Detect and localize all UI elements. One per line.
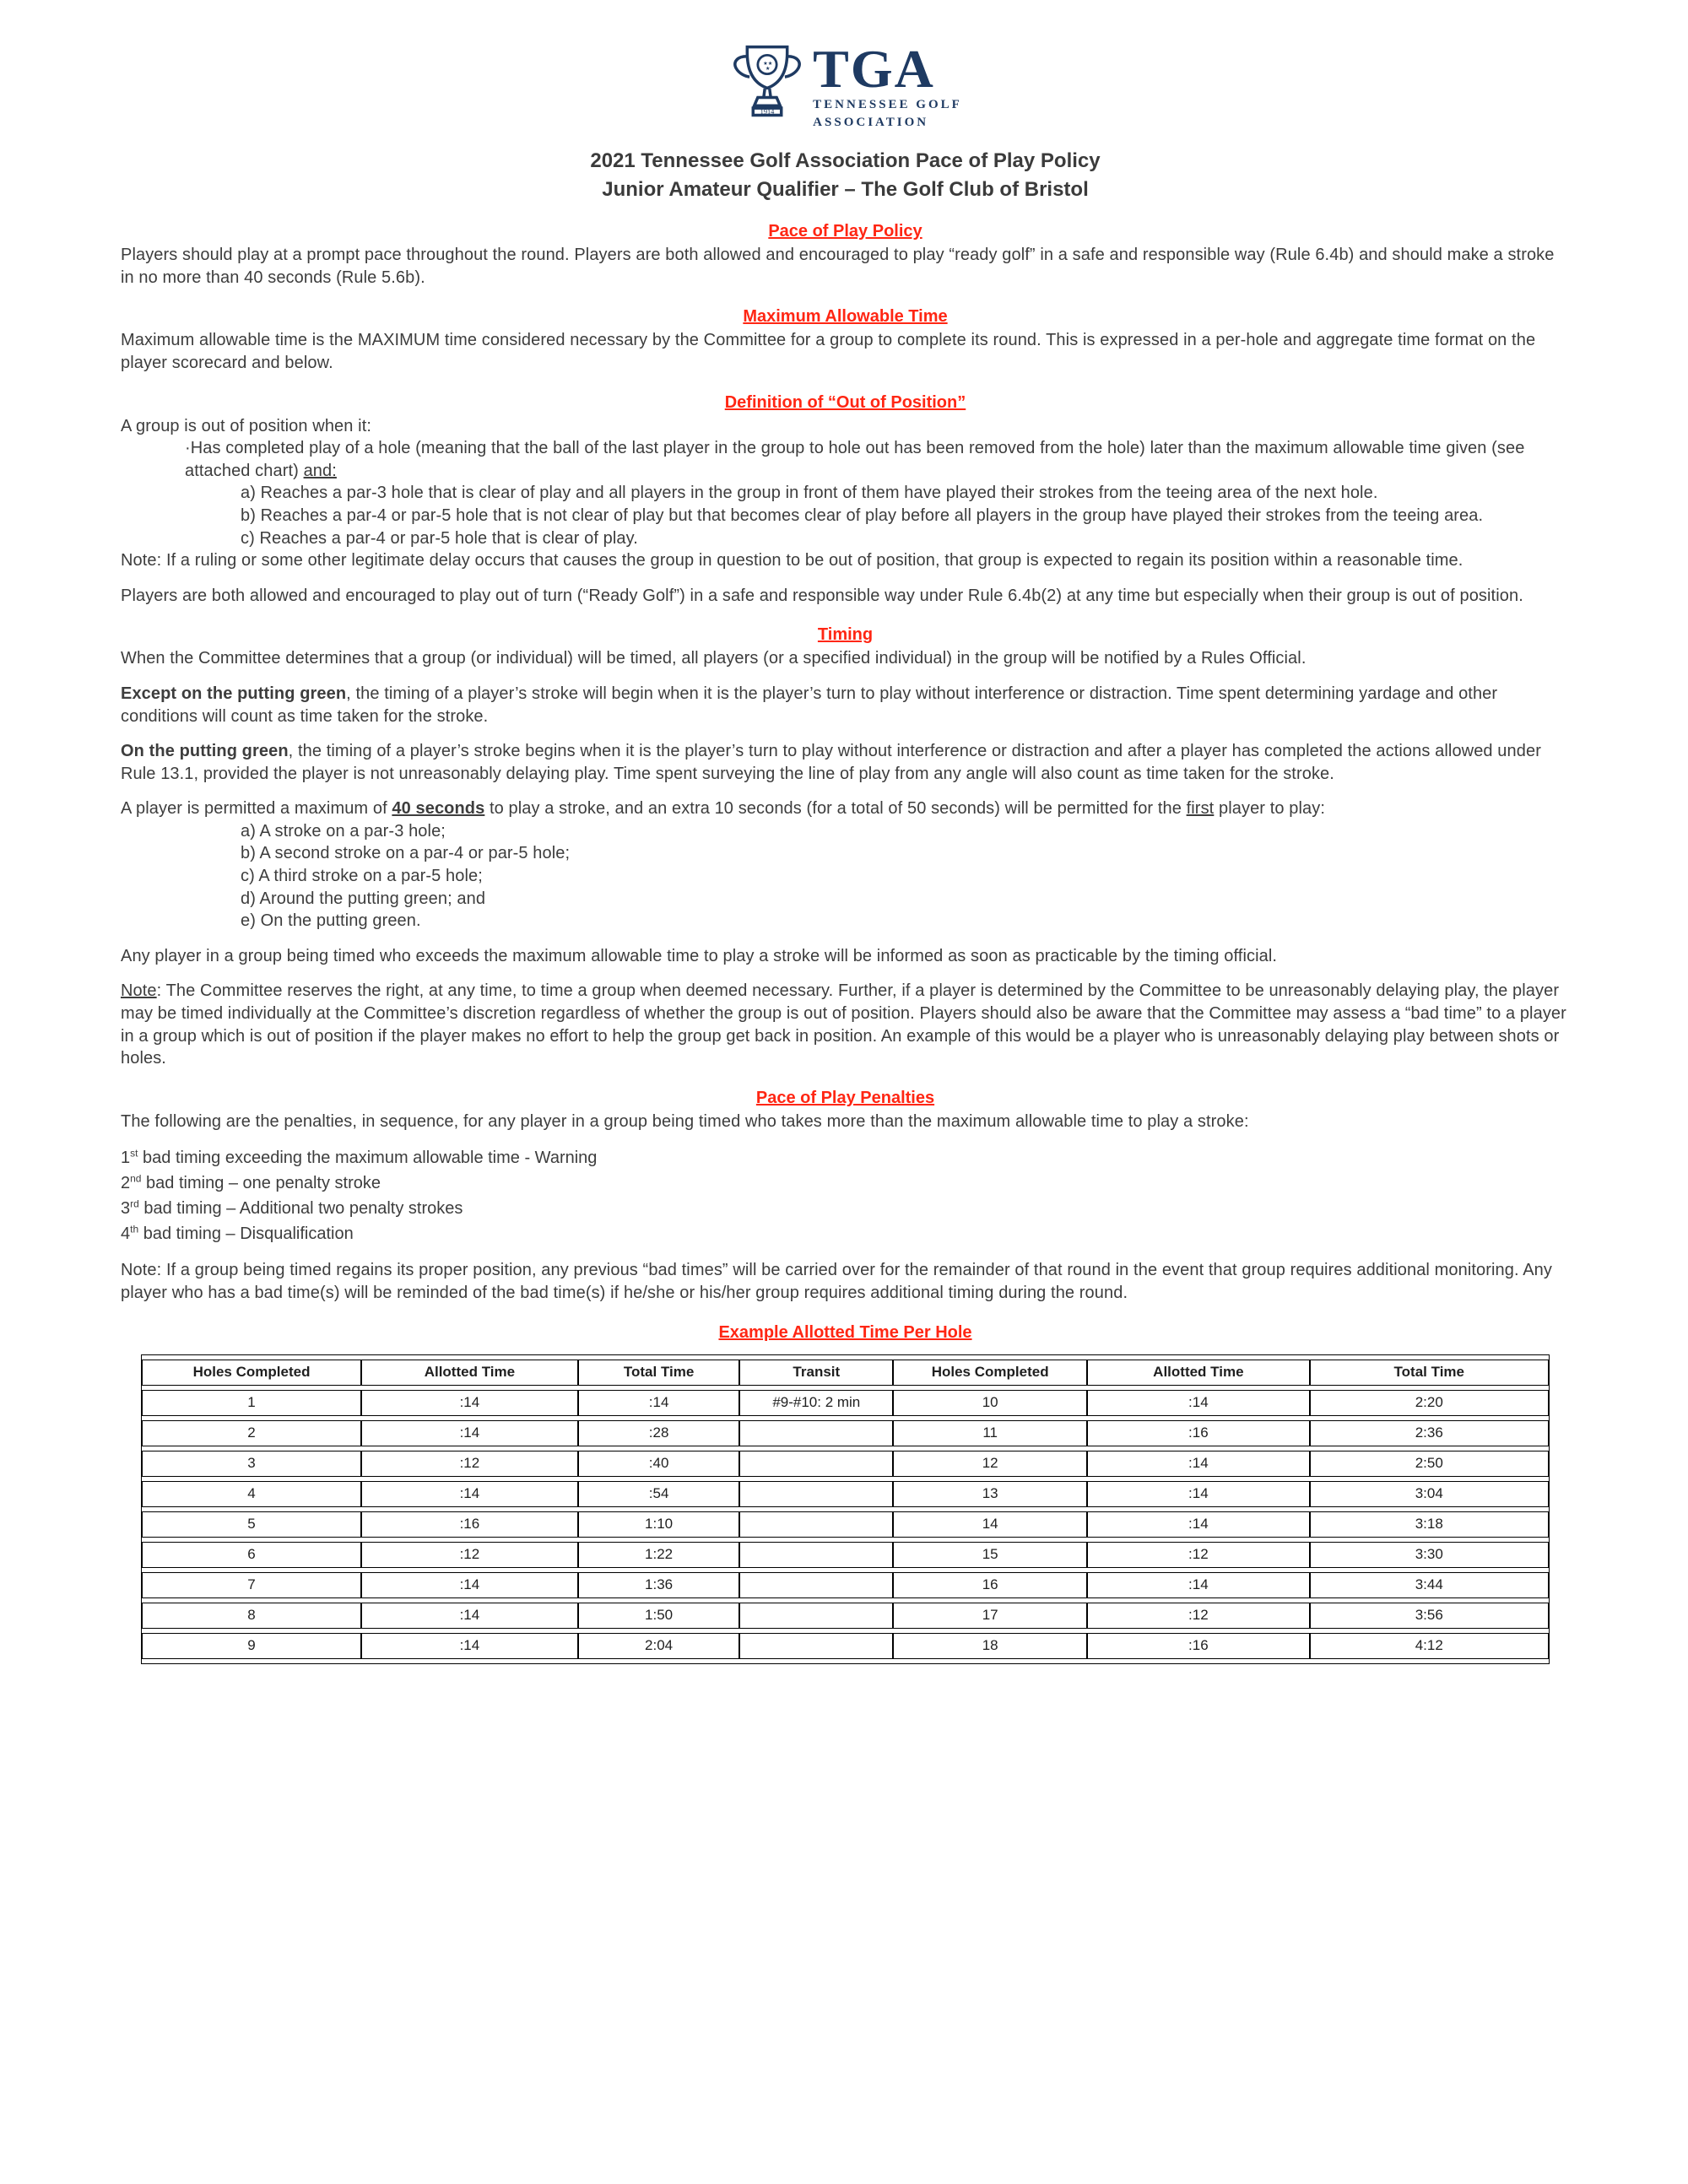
table-cell (739, 1572, 893, 1598)
heading-penalties: Pace of Play Penalties (755, 1088, 935, 1107)
ordinal-suffix: st (130, 1147, 138, 1160)
list-item: d) Around the putting green; and (241, 889, 486, 908)
table-cell: 10 (893, 1390, 1087, 1416)
penalty-item (121, 1221, 1570, 1246)
heading-out-of-position: Definition of “Out of Position” (724, 392, 966, 412)
table-cell: :12 (361, 1542, 578, 1568)
table-cell: :16 (1087, 1633, 1309, 1659)
section-example-table (121, 1323, 1570, 1664)
paragraph-penalties-intro: The following are the penalties, in sequence, for any player in a group being timed who takes more than the maximum allowable time to play a stroke: (121, 1111, 1249, 1131)
paragraph-max-time-body: Maximum allowable time is the MAXIMUM time considered necessary by the Committee for a group to complete its round. This is expressed in a per-hole and aggregate time format on the player scorecard and below. (121, 331, 1536, 372)
star-icon: ★ (766, 65, 771, 72)
text-run: bad timing – Disqualification (138, 1224, 354, 1244)
table-cell (739, 1511, 893, 1538)
text-run: 3 (121, 1199, 131, 1219)
text-run-underlined: and: (303, 461, 337, 480)
table-cell: :14 (361, 1633, 578, 1659)
table-row (142, 1420, 1549, 1446)
table-cell: 11 (893, 1420, 1087, 1446)
table-cell: :14 (1087, 1390, 1309, 1416)
table-cell: 3:44 (1310, 1572, 1549, 1598)
table-cell: 15 (893, 1542, 1087, 1568)
table-cell: 17 (893, 1603, 1087, 1629)
section-penalties (121, 1089, 1570, 1305)
allotted-time-table (141, 1354, 1550, 1664)
bold-underlined-text: 40 seconds (392, 799, 485, 819)
section-timing (121, 625, 1570, 1070)
table-cell: 2 (142, 1420, 361, 1446)
table-cell: 8 (142, 1603, 361, 1629)
table-cell: 12 (893, 1451, 1087, 1477)
paragraph-timing-p4 (121, 797, 1570, 820)
text-run: : The Committee reserves the right, at any time, to time a group when deemed necessary. Further, if a player is determined by the Committee to be unreasonably delaying play, the player may be timed individually at the Committee’s discretion regardless of whether the group is out of position. Players should also be aware that the Committee may assess a “bad time” to a player in a group which is out of position if the player makes no effort to help the group get back in position. An example of this would be a player who is unreasonably delaying play between shots or holes. (121, 981, 1566, 1068)
list-item: c) A third stroke on a par-5 hole; (241, 867, 483, 886)
table-cell: :16 (1087, 1420, 1309, 1446)
table-cell: :14 (1087, 1572, 1309, 1598)
table-cell: :14 (361, 1572, 578, 1598)
heading-pace-of-play-policy: Pace of Play Policy (768, 222, 922, 241)
table-cell: :40 (578, 1451, 740, 1477)
table-cell (739, 1481, 893, 1507)
table-row (142, 1511, 1549, 1538)
title-line2: Junior Amateur Qualifier – The Golf Club of Bristol (602, 177, 1089, 201)
ordinal-suffix: nd (130, 1172, 142, 1185)
table-cell: :12 (1087, 1542, 1309, 1568)
logo-org-line1: TENNESSEE GOLF (813, 98, 962, 112)
table-header: Holes Completed (142, 1360, 361, 1386)
penalty-item (121, 1145, 1570, 1170)
table-header: Total Time (578, 1360, 740, 1386)
text-run: A player is permitted a maximum of (121, 799, 392, 819)
table-cell: 6 (142, 1542, 361, 1568)
paragraph-timing-p1: When the Committee determines that a group (or individual) will be timed, all players (or a specified individual) in the group will be notified by a Rules Official. (121, 649, 1307, 668)
tga-logo-inner (728, 37, 962, 137)
text-run: to play a stroke, and an extra 10 seconds (for a total of 50 seconds) will be permitted for the (484, 799, 1187, 819)
ordinal-suffix: rd (130, 1197, 139, 1210)
table-header: Allotted Time (1087, 1360, 1309, 1386)
table-cell: :14 (578, 1390, 740, 1416)
table-cell: 13 (893, 1481, 1087, 1507)
table-cell: #9-#10: 2 min (739, 1390, 893, 1416)
list-item: a) A stroke on a par-3 hole; (241, 821, 446, 841)
table-header-row (142, 1360, 1549, 1386)
table-cell (739, 1420, 893, 1446)
table-row (142, 1481, 1549, 1507)
heading-example-allotted-time: Example Allotted Time Per Hole (718, 1322, 972, 1342)
heading-maximum-allowable-time: Maximum Allowable Time (743, 307, 948, 327)
table-cell: 2:36 (1310, 1420, 1549, 1446)
logo-text-block (813, 38, 962, 131)
table-cell: 9 (142, 1633, 361, 1659)
text-run-underlined: Note (121, 981, 157, 1001)
text-run: bad timing exceeding the maximum allowable time - Warning (138, 1149, 598, 1168)
table-row (142, 1542, 1549, 1568)
paragraph-oop-sub-c: c) Reaches a par-4 or par-5 hole that is clear of play. (241, 528, 638, 548)
logo-year: 1914 (760, 108, 775, 116)
title-line1: 2021 Tennessee Golf Association Pace of Play Policy (590, 149, 1101, 172)
penalty-item (121, 1170, 1570, 1196)
paragraph-policy-body: Players should play at a prompt pace throughout the round. Players are both allowed and encouraged to play “ready golf” in a safe and responsible way (Rule 6.4b) and should make a stroke in no more than 40 seconds (Rule 5.6b). (121, 246, 1555, 287)
document-title (121, 147, 1570, 203)
table-cell: 1:36 (578, 1572, 740, 1598)
table-cell: 16 (893, 1572, 1087, 1598)
penalties-list (121, 1145, 1570, 1246)
list-item: b) A second stroke on a par-4 or par-5 hole; (241, 844, 571, 863)
text-run: 4 (121, 1224, 131, 1244)
text-run: 2 (121, 1174, 131, 1193)
text-run-underlined: first (1186, 799, 1215, 819)
paragraph-oop-sub-a: a) Reaches a par-3 hole that is clear of play and all players in the group in front of them have played their strokes from the teeing area of the next hole. (241, 484, 1378, 503)
table-cell: 3:18 (1310, 1511, 1549, 1538)
list-item: e) On the putting green. (241, 911, 421, 931)
table-cell: :14 (361, 1481, 578, 1507)
table-row (142, 1572, 1549, 1598)
table-cell: :14 (1087, 1481, 1309, 1507)
table-cell (739, 1451, 893, 1477)
bold-text: Except on the putting green (121, 684, 347, 703)
table-cell: 3:56 (1310, 1603, 1549, 1629)
table-cell (739, 1542, 893, 1568)
table-cell: :28 (578, 1420, 740, 1446)
text-run: , the timing of a player’s stroke will begin when it is the player’s turn to play without interference or distraction. Time spent determining yardage and other conditions will count as time taken for the stroke. (121, 684, 1498, 726)
table-cell: :54 (578, 1481, 740, 1507)
table-cell: 3 (142, 1451, 361, 1477)
table-cell: 2:04 (578, 1633, 740, 1659)
table-cell: 3:04 (1310, 1481, 1549, 1507)
table-header: Transit (739, 1360, 893, 1386)
text-run: 1 (121, 1149, 131, 1168)
paragraph-timing-p3 (121, 740, 1570, 785)
paragraph-oop-intro: A group is out of position when it: (121, 416, 372, 435)
table-row (142, 1603, 1549, 1629)
table-cell: 5 (142, 1511, 361, 1538)
text-run: bad timing – one penalty stroke (141, 1174, 381, 1193)
table-cell: 4 (142, 1481, 361, 1507)
paragraph-timing-p5: Any player in a group being timed who exceeds the maximum allowable time to play a stroke will be informed as soon as practicable by the timing official. (121, 946, 1278, 965)
paragraph-timing-p2 (121, 683, 1570, 727)
paragraph-timing-note (121, 980, 1570, 1069)
table-cell: 2:50 (1310, 1451, 1549, 1477)
trophy-icon (728, 37, 806, 137)
table-cell: :12 (361, 1451, 578, 1477)
tga-logo (121, 37, 1570, 137)
timed-strokes-list (121, 820, 1570, 933)
table-header: Total Time (1310, 1360, 1549, 1386)
section-out-of-position (121, 393, 1570, 608)
table-cell: 3:30 (1310, 1542, 1549, 1568)
table-cell: :14 (1087, 1451, 1309, 1477)
paragraph-oop-note: Note: If a ruling or some other legitimate delay occurs that causes the group in question to be out of position, that group is expected to regain its position within a reasonable time. (121, 551, 1463, 570)
table-cell: 1:22 (578, 1542, 740, 1568)
text-run: ·Has completed play of a hole (meaning that the ball of the last player in the group to hole out has been removed from the hole) later than the maximum allowable time given (see attached chart) (185, 439, 1525, 480)
bold-text: On the putting green (121, 742, 289, 761)
table-row (142, 1451, 1549, 1477)
table-cell: :14 (361, 1420, 578, 1446)
paragraph-ready-golf: Players are both allowed and encouraged to play out of turn (“Ready Golf”) in a safe and responsible way under Rule 6.4b(2) at any time but especially when their group is out of position. (121, 586, 1523, 605)
table-cell (739, 1603, 893, 1629)
paragraph-penalties-note: Note: If a group being timed regains its proper position, any previous “bad times” will be carried over for the remainder of that round in the event that group requires additional monitoring. Any player who has a bad time(s) will be reminded of the bad time(s) if he/she or his/her group requires additional timing during the round. (121, 1261, 1552, 1302)
text-run: player to play: (1214, 799, 1325, 819)
table-cell: 7 (142, 1572, 361, 1598)
table-cell (739, 1633, 893, 1659)
star-icon: ★ (763, 61, 768, 68)
table-row (142, 1633, 1549, 1659)
allotted-time-table-wrap (141, 1354, 1550, 1664)
text-run: bad timing – Additional two penalty strokes (138, 1199, 463, 1219)
table-row (142, 1390, 1549, 1416)
table-cell: :14 (361, 1390, 578, 1416)
ordinal-suffix: th (130, 1223, 139, 1235)
text-run: , the timing of a player’s stroke begins when it is the player’s turn to play without interference or distraction and after a player has completed the actions allowed under Rule 13.1, provided the player is not unreasonably delaying play. Time spent surveying the line of play from any angle will also count as time taken for the stroke. (121, 742, 1541, 783)
table-cell: 1 (142, 1390, 361, 1416)
table-cell: 1:50 (578, 1603, 740, 1629)
table-cell: :16 (361, 1511, 578, 1538)
table-cell: 4:12 (1310, 1633, 1549, 1659)
table-cell: :12 (1087, 1603, 1309, 1629)
table-cell: :14 (1087, 1511, 1309, 1538)
star-icon: ★ (767, 61, 773, 68)
section-maximum-allowable-time (121, 307, 1570, 374)
table-cell: 14 (893, 1511, 1087, 1538)
logo-tga-text: TGA (813, 38, 935, 99)
penalty-item (121, 1196, 1570, 1221)
paragraph-oop-bullet (121, 437, 1570, 482)
table-cell: 18 (893, 1633, 1087, 1659)
paragraph-oop-sub-b: b) Reaches a par-4 or par-5 hole that is not clear of play but that becomes clear of play before all players in the group have played their strokes from the teeing area. (241, 505, 1484, 525)
table-cell: :14 (361, 1603, 578, 1629)
table-cell: 1:10 (578, 1511, 740, 1538)
table-header: Holes Completed (893, 1360, 1087, 1386)
table-header: Allotted Time (361, 1360, 578, 1386)
section-pace-of-play-policy (121, 222, 1570, 289)
logo-org-line2: ASSOCIATION (813, 116, 929, 130)
table-cell: 2:20 (1310, 1390, 1549, 1416)
heading-timing: Timing (817, 625, 874, 645)
